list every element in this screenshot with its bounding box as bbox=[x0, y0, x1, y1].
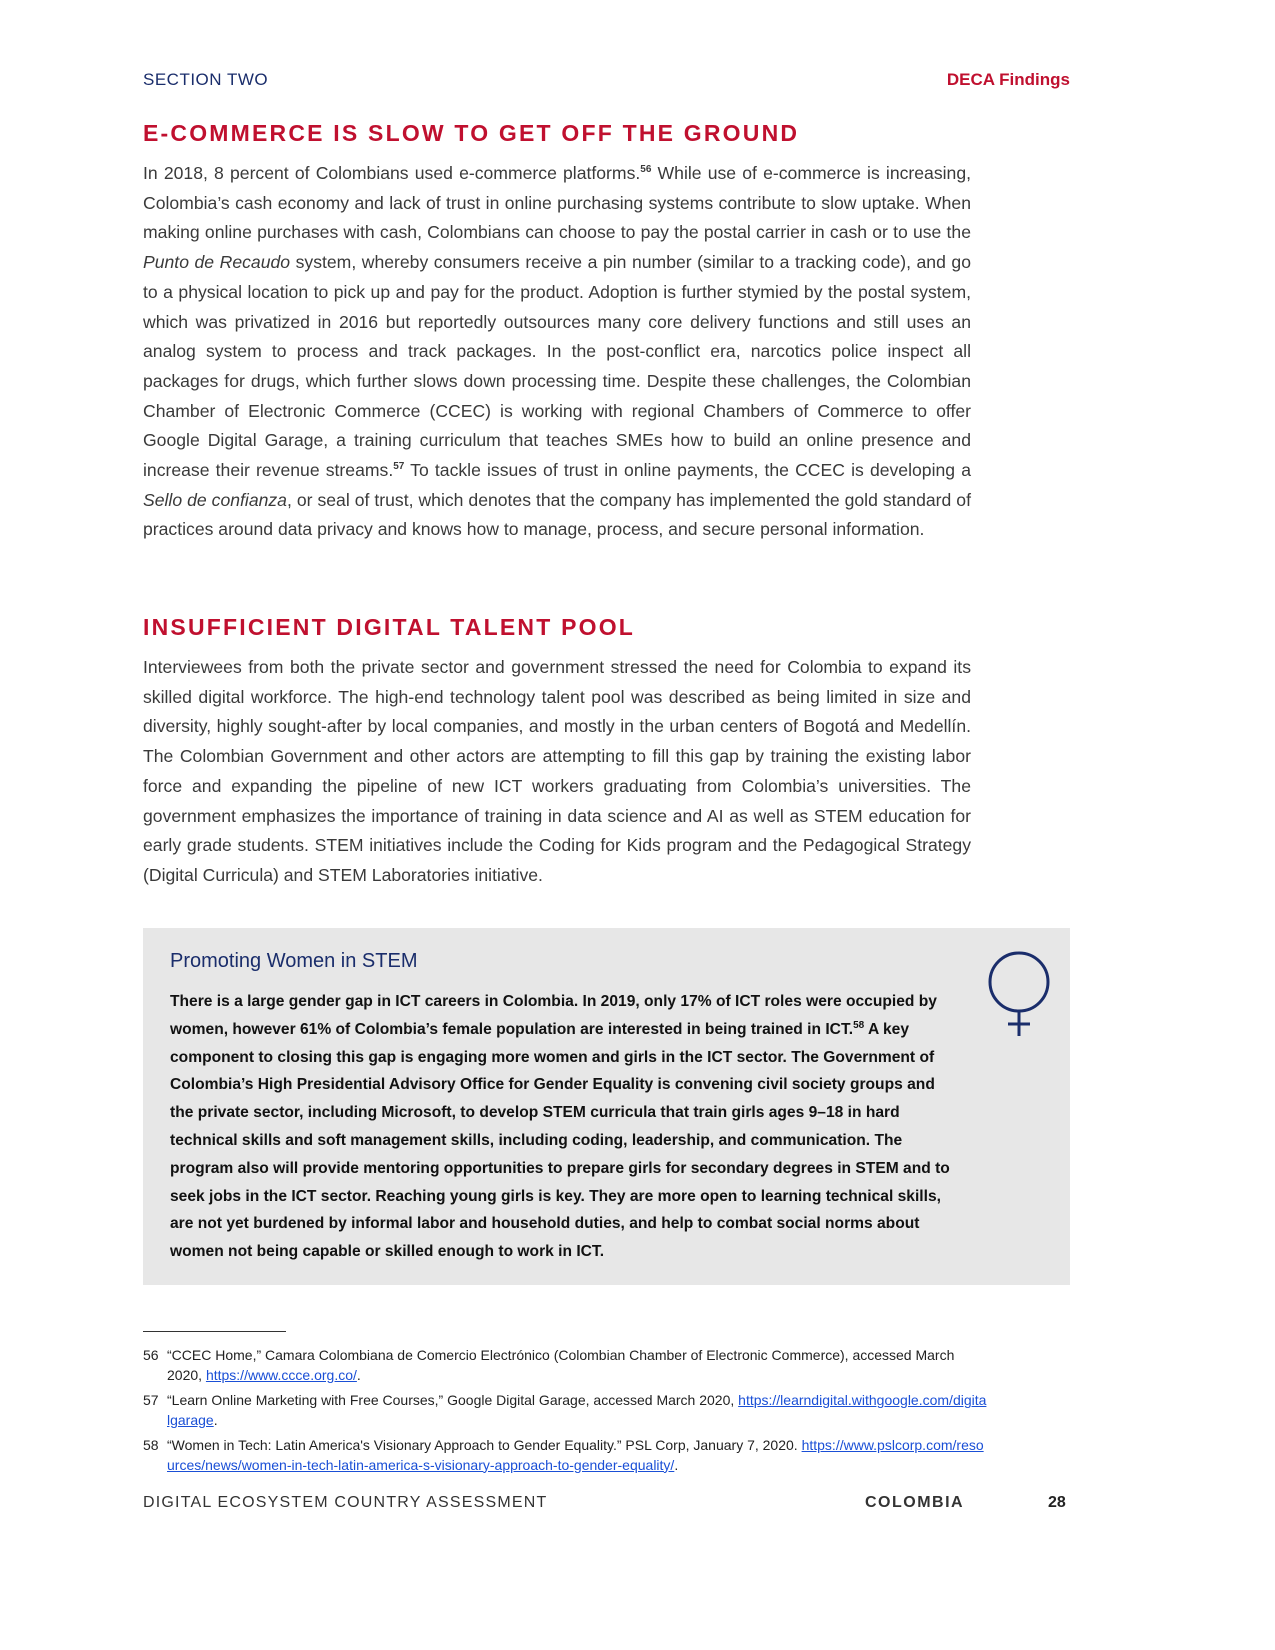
footnote-number: 57 bbox=[143, 1392, 159, 1408]
emphasis: Sello de confianza bbox=[143, 489, 287, 510]
callout-box bbox=[143, 928, 1070, 1285]
footnote-divider bbox=[143, 1331, 286, 1332]
callout-text bbox=[170, 988, 957, 1266]
footnote-ref[interactable]: 58 bbox=[853, 1019, 865, 1031]
footnote-link[interactable]: https://learndigital.withgoogle.com/digitalgarage bbox=[167, 1392, 987, 1428]
footnote-ref[interactable]: 57 bbox=[393, 461, 405, 473]
footnote-link[interactable]: https://www.ccce.org.co/ bbox=[205, 1366, 357, 1383]
section-heading-talent: INSUFFICIENT DIGITAL TALENT POOL bbox=[143, 614, 636, 640]
footnote-number: 58 bbox=[143, 1437, 159, 1453]
footnote-57 bbox=[143, 1391, 987, 1430]
callout-title: Promoting Women in STEM bbox=[170, 950, 418, 972]
footnote-58 bbox=[143, 1436, 987, 1475]
talent-paragraph: Interviewees from both the private sector and government stressed the need for Colombia to expand its skilled digital workforce. The high-end technology talent pool was described as being limited in size and diversity, highly sought-after by local companies, and mostly in the urban centers of Bogotá and Medellín. The Colombian Government and other actors are attempting to fill this gap by training the existing labor force and expanding the pipeline of new ICT workers graduating from Colombia’s universities. The government emphasizes the importance of training in data science and AI as well as STEM education for early grade students. STEM initiatives include the Coding for Kids program and the Pedagogical Strategy (Digital Curricula) and STEM Laboratories initiative. bbox=[143, 657, 971, 885]
footer-title: DIGITAL ECOSYSTEM COUNTRY ASSESSMENT bbox=[143, 1494, 548, 1511]
ecommerce-paragraph bbox=[143, 159, 971, 545]
venus-icon bbox=[986, 950, 1052, 1038]
text: . bbox=[213, 1411, 218, 1428]
emphasis: Punto de Recaudo bbox=[143, 252, 291, 273]
section-heading-ecommerce: E-COMMERCE IS SLOW TO GET OFF THE GROUND bbox=[143, 120, 800, 146]
text: To tackle issues of trust in online payments, the CCEC is developing a bbox=[404, 460, 971, 481]
text: . bbox=[674, 1456, 679, 1473]
footnote-link[interactable]: https://www.pslcorp.com/resources/news/women-in-tech-latin-america-s-visionary-approach-to-gender-equality/ bbox=[167, 1437, 984, 1473]
footnote-56 bbox=[143, 1346, 987, 1385]
footnote-number: 56 bbox=[143, 1347, 159, 1363]
text: , or seal of trust, which denotes that the company has implemented the gold standard of practices around data privacy and knows how to manage, process, and secure personal information. bbox=[143, 489, 971, 540]
text: system, whereby consumers receive a pin number (similar to a tracking code), and go to a physical location to pick up and pay for the product. Adoption is further stymied by the postal system, which was privatized in 2016 but reportedly outsources many core delivery functions and still uses an analog system to process and track packages. In the post-conflict era, narcotics police inspect all packages for drugs, which further slows down processing time. Despite these challenges, the Colombian Chamber of Electronic Commerce (CCEC) is working with regional Chambers of Commerce to offer Google Digital Garage, a training curriculum that teaches SMEs how to build an online presence and increase their revenue streams. bbox=[143, 252, 971, 481]
text: In 2018, 8 percent of Colombians used e-commerce platforms. bbox=[143, 163, 641, 183]
footnote-text: “Learn Online Marketing with Free Courses,” Google Digital Garage, accessed March 2020, bbox=[167, 1392, 739, 1408]
footnote-text: “CCEC Home,” Camara Colombiana de Comercio Electrónico (Colombian Chamber of Electronic Commerce), accessed March 2020, bbox=[167, 1347, 955, 1383]
text: While use of e-commerce is increasing, Colombia’s cash economy and lack of trust in online purchasing systems contribute to slow uptake. When making online purchases with cash, Colombians can choose to pay the postal carrier in cash or to use the bbox=[143, 163, 971, 243]
text: A key component to closing this gap is engaging more women and girls in the ICT sector. The Government of Colombia’s High Presidential Advisory Office for Gender Equality is convening civil society groups and the private sector, including Microsoft, to develop STEM curricula that train girls ages 9–18 in hard technical skills and soft management skills, including coding, leadership, and communication. The program also will provide mentoring opportunities to prepare girls for secondary degrees in STEM and to seek jobs in the ICT sector. Reaching young girls is key. They are more open to learning technical skills, are not yet burdened by informal labor and household duties, and help to combat social norms about women not being capable or skilled enough to work in ICT. bbox=[170, 1020, 950, 1261]
section-label: SECTION TWO bbox=[143, 70, 269, 89]
text: There is a large gender gap in ICT careers in Colombia. In 2019, only 17% of ICT roles were occupied by women, however 61% of Colombia’s female population are interested in being trained in ICT. bbox=[170, 993, 937, 1038]
footnote-text: “Women in Tech: Latin America's Visionary Approach to Gender Equality.” PSL Corp, January 7, 2020. bbox=[167, 1437, 802, 1453]
chapter-label: DECA Findings bbox=[946, 70, 1070, 89]
footer-country: COLOMBIA bbox=[865, 1494, 965, 1511]
page-number: 28 bbox=[1048, 1494, 1066, 1511]
text: . bbox=[356, 1366, 361, 1383]
footnote-ref[interactable]: 56 bbox=[640, 164, 652, 176]
